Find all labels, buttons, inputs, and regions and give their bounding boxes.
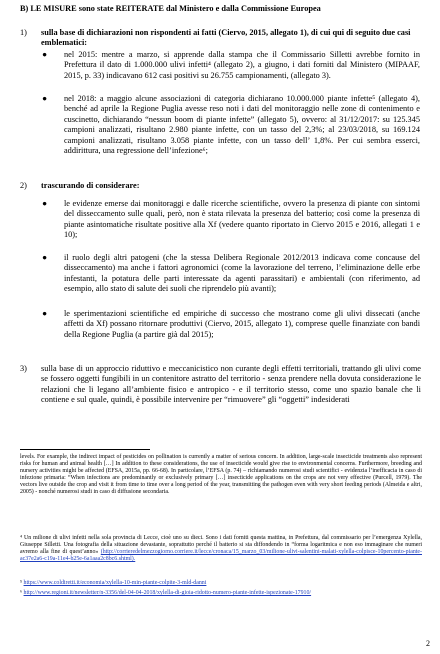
footnote-5-link[interactable]: https://www.coldiretti.it/economia/xylella-10-min-piante-colpite-3-mld-danni: [23, 580, 207, 586]
footnote-6-number: ⁶: [20, 590, 23, 596]
footnote-continuation: levels. For example, the indirect impact of pesticides on pollination is currently a matter of serious concern. In addition, large-scale insecticide treatments also represent risks for human and animal health […] In addition to these considerations, the use of insecticide would give rise to environmental concerns. Furthermore, breeding and nursery activities might be affected (EFSA, 2015a, pp. 66-68). In particolare, l’EFSA (p. 74) – richiamando numerosi studi scientifici - evidenzia l’inefficacia in caso di infezione primaria: “When infections are predominantly or exclusively primary […] insecticide applications on the crops are not very effective (Purcell, 1979). The vectors live outside the crop and visit it from time to time over a long period of the year, transmitting the pathogen even with very short feeding periods (Almeida e altri, 2005) - nonché numerosi studi in caso di diffusione secondaria.: [20, 454, 422, 495]
footnote-6: [20, 590, 422, 597]
item-3-label: 3): [20, 364, 27, 373]
item-2-label: 2): [20, 181, 27, 190]
item-2-title: trascurando di considerare:: [41, 181, 140, 190]
footnote-5: [20, 580, 422, 587]
item-1-title: sulla base di dichiarazioni non rispondenti ai fatti (Ciervo, 2015, allegato 1), di cui qui di seguito due casi emblematici:: [41, 28, 411, 48]
footnote-4-link[interactable]: (http://corrieredelmezzogiorno.corriere.it/lecce/cronaca/15_marzo_03/milione-ulivi-salentini-malati-xylella-colpisce-10percento-piante-ac37e2a6-c19a-11e4-b25e-6a1aaa2c8bc6.shtml).: [20, 549, 422, 562]
item-1-label: 1): [20, 28, 27, 37]
item-2-bullet-3: le sperimentazioni scientifiche ed empiriche di successo che mostrano come gli ulivi dissecati (anche affetti da Xf) possano ritornare produttivi (Ciervo, 2015, allegato 1), comprese quelle finanziate con bandi della Regione Puglia (a partire già dal 2015);: [64, 309, 420, 339]
footnote-5-number: ⁵: [20, 580, 23, 586]
footnote-6-link[interactable]: http://www.regioni.it/newsletter/n-3356/del-04-04-2018/xylella-di-gioia-ridotto-numero-piante-infette-ispezionate-17910/: [23, 590, 312, 596]
footnote-separator: [20, 449, 150, 450]
item-1-bullet-2: nel 2018: a maggio alcune associazioni di categoria dichiarano 10.000.000 piante infette⁵ (allegato 4), benché ad aprile la Regione Puglia avesse reso noti i dati del monitoraggio nelle zone di contenimento e cuscinetto, dichiarando “nessun boom di piante infette” (allegato 5), ovvero: al 31/12/2017: su 125.345 campioni analizzati, risultano 2.980 piante infette, con un tasso del 2,3%; al 23/03/2018, su 169.124 campioni analizzati, risultano 3.058 piante infette, con un tasso dell’ 1,8%. Per cui sembra esserci, addirittura, una regressione dell’infezione⁶;: [64, 94, 420, 156]
footnote-4: [20, 535, 422, 563]
item-2-bullet-2: il ruolo degli altri patogeni (che la stessa Delibera Regionale 2012/2013 indicava come concause del disseccamento) ma anche i fattori agronomici (come la lavorazione del terreno, l’eliminazione delle erbe infestanti, la potatura delle parti interessate da agenti parassitari) e ambientali (con riferimento, ad esempio, allo stato di salute dei suoli che riprendelo più avanti);: [64, 253, 420, 294]
footnote-4-text: ⁴ Un milione di ulivi infetti nella sola provincia di Lecce, cioè uno su dieci. Sono i dati forniti questa mattina, in Prefettura, dal commissario per l’emergenza Xylella, Giuseppe Silletti. Una fotografia della situazione devastante, soprattutto perché il batterio si sta diffondendo in “forma logaritmica e non eso immaginare che numeri avremo alla fine di quest’anno»: [20, 535, 422, 555]
page-number: 2: [426, 639, 430, 648]
item-3-text: sulla base di un approccio riduttivo e meccanicistico non curante degli effetti territoriali, trattando gli ulivi come se fossero oggetti fungibili in un contenitore astratto del territorio - senza prendere nella dovuta considerazione le relazioni che li legano all’ambiente fisico e antropico - e il territorio stesso, come uno spazio banale che li contiene e sul quale, quindi, è possibile intervenire per “rimuovere” gli “oggetti” indesiderati: [41, 364, 421, 405]
bullet-marker: ●: [42, 309, 48, 318]
bullet-marker: ●: [42, 94, 48, 103]
section-heading: B) LE MISURE sono state REITERATE dal Ministero e dalla Commissione Europea: [20, 4, 321, 13]
item-1-bullet-1: nel 2015: mentre a marzo, si apprende dalla stampa che il Commissario Silletti avrebbe fornito in Prefettura il dato di 1.000.000 ulivi infetti⁴ (allegato 2), a giugno, i dati forniti dal Ministero (MIPAAF, 2015, p. 33) indicavano 612 casi positivi su 26.755 campionamenti, (allegato 3).: [64, 50, 420, 80]
item-2-bullet-1: le evidenze emerse dai monitoraggi e dalle ricerche scientifiche, ovvero la presenza di piante con sintomi del disseccamento sulle quali, però, non è stata rilevata la presenza del batterio; così come la presenza di piante asintomatiche risultate positive alla Xf (vedere quanto riportato in Ciervo 2015 e 2016, allegati 1 e 10);: [64, 199, 420, 240]
bullet-marker: ●: [42, 199, 48, 208]
bullet-marker: ●: [42, 50, 48, 59]
bullet-marker: ●: [42, 253, 48, 262]
